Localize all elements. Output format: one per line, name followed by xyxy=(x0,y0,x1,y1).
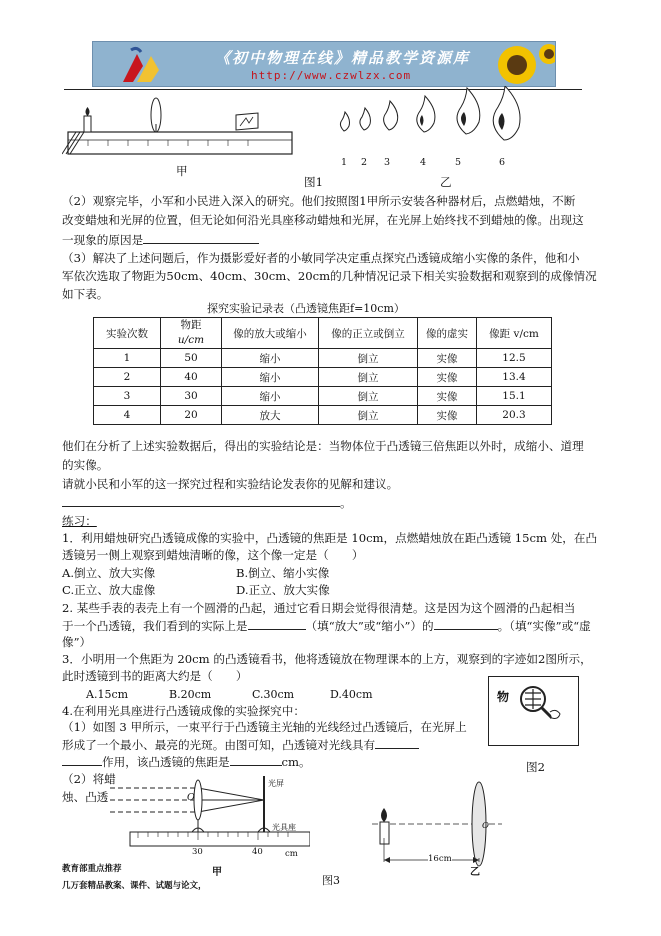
table-cell: 20 xyxy=(161,406,222,425)
q3-line3: 如下表。 xyxy=(62,287,109,301)
q3-option-d[interactable]: D.40cm xyxy=(330,688,373,701)
q3-option-a[interactable]: A.15cm xyxy=(86,688,129,701)
table-cell: 倒立 xyxy=(319,368,418,387)
footer-left: 教育部重点推荐 xyxy=(62,864,122,874)
table-cell: 倒立 xyxy=(319,349,418,368)
q2-line2: 改变蜡烛和光屏的位置，但无论如何沿光具座移动蜡烛和光屏，在光屏上始终找不到蜡烛的像。出现这 xyxy=(62,213,584,227)
table-cell: 15.1 xyxy=(477,387,552,406)
table-cell: 缩小 xyxy=(222,349,319,368)
table-cell: 50 xyxy=(161,349,222,368)
conclusion-answer-blank[interactable] xyxy=(62,494,340,507)
flame-number-5: 5 xyxy=(455,157,462,168)
conclusion-line1: 他们在分析了上述实验数据后，得出的实验结论是：当物体位于凸透镜三倍焦距以外时，成缩小、道理 xyxy=(62,439,584,453)
table-header-cell: 物距 u/cm xyxy=(161,318,222,349)
practice-q4-line1: 4.在利用光具座进行凸透镜成像的实验探究中： xyxy=(62,704,305,718)
figure3-label-jia: 甲 xyxy=(212,867,222,878)
sunflower-icon xyxy=(477,42,556,87)
practice-q4-line3: 形成了一个最小、最亮的光斑。由图可知，凸透镜对光线具有 xyxy=(62,736,419,754)
table-cell: 缩小 xyxy=(222,387,319,406)
table-header-row xyxy=(94,318,552,349)
q2-blank-2[interactable] xyxy=(434,617,498,630)
table-cell: 2 xyxy=(94,368,161,387)
table-cell: 40 xyxy=(161,368,222,387)
figure3-caption: 图3 xyxy=(322,874,340,887)
table-cell: 实像 xyxy=(418,349,477,368)
table-cell: 实像 xyxy=(418,387,477,406)
q2-answer-blank[interactable] xyxy=(143,231,259,244)
practice-q2-line1: 2. 某些手表的表壳上有一个圆滑的凸起，通过它看日期会觉得很清楚。这是因为这个圆滑的凸起相当 xyxy=(62,601,576,615)
q3-option-c[interactable]: C.30cm xyxy=(252,688,295,701)
logo-icon xyxy=(93,42,213,87)
banner-url: http://www.czwlzx.com xyxy=(251,69,412,82)
figure2-frame xyxy=(488,676,579,746)
practice-q2-line2: 于一个凸透镜，我们看到的实际上是 （填“放大”或“缩小”）的 。（填“实像”或“虚 xyxy=(62,619,591,633)
q2-line1: （2）观察完毕，小军和小民进入深入的研究。他们按照图1甲所示安装各种器材后，点燃蜡烛，不断 xyxy=(62,194,576,208)
table-cell: 实像 xyxy=(418,406,477,425)
banner-title: 《初中物理在线》精品教学资源库 xyxy=(215,49,471,67)
magnifier-icon xyxy=(509,679,575,729)
figure3-distance: 16cm xyxy=(428,854,452,864)
practice-q2-line3: 像”） xyxy=(62,635,92,649)
table-row xyxy=(94,387,552,406)
header-banner xyxy=(92,41,556,87)
figure1-flames xyxy=(326,86,526,162)
table-cell: 倒立 xyxy=(319,406,418,425)
table-header-cell: 像的虚实 xyxy=(418,318,477,349)
figure3-label-O: O xyxy=(187,792,195,803)
practice-heading: 练习： xyxy=(62,514,97,528)
figure3-label-yi: 乙 xyxy=(470,867,480,878)
practice-q1-line2: 透镜另一侧上观察到蜡烛清晰的像，这个像一定是（ ） xyxy=(62,548,364,562)
q3-line2: 军依次选取了物距为50cm、40cm、30cm、20cm的几种情况记录下相关实验数据和观察到的成像情况 xyxy=(62,269,597,283)
q1-option-c[interactable]: C.正立、放大虚像 xyxy=(62,583,156,597)
q4-blank-2[interactable] xyxy=(62,753,102,766)
table-cell: 缩小 xyxy=(222,368,319,387)
conclusion-line2: 的实像。 xyxy=(62,458,109,472)
flame-number-4: 4 xyxy=(420,157,427,168)
table-cell: 实像 xyxy=(418,368,477,387)
table-cell: 倒立 xyxy=(319,387,418,406)
figure3-label-bench: 光具座 xyxy=(272,823,296,832)
q1-option-d[interactable]: D.正立、放大实像 xyxy=(236,583,330,597)
figure1-caption: 图1 xyxy=(304,175,323,189)
q1-option-a[interactable]: A.倒立、放大实像 xyxy=(62,566,156,580)
figure2-caption: 图2 xyxy=(526,760,545,774)
practice-q4-2a: （2）将蜡 xyxy=(62,772,116,786)
table-row xyxy=(94,368,552,387)
table-cell: 4 xyxy=(94,406,161,425)
flame-number-2: 2 xyxy=(361,157,368,168)
practice-q1-line1: 1．利用蜡烛研究凸透镜成像的实验中，凸透镜的焦距是 10cm，点燃蜡烛放在距凸透镜 15cm 处，在凸 xyxy=(62,531,598,545)
table-header-cell: 像的正立或倒立 xyxy=(319,318,418,349)
table-cell: 13.4 xyxy=(477,368,552,387)
figure1-label-yi: 乙 xyxy=(440,175,452,189)
practice-q3-line2: 此时透镜到书的距离大约是（ ） xyxy=(62,669,248,683)
figure3-tick-30: 30 xyxy=(192,847,203,857)
table-title: 探究实验记录表（凸透镜焦距f=10cm） xyxy=(207,302,405,315)
table-cell: 放大 xyxy=(222,406,319,425)
experiment-table xyxy=(93,317,552,425)
conclusion-line3: 请就小民和小军的这一探究过程和实验结论发表你的见解和建议。 xyxy=(62,477,399,491)
footer-line2: 几万套精品教案、课件、试题与论文， xyxy=(62,881,207,891)
figure3-unit: cm xyxy=(285,849,298,859)
table-cell: 1 xyxy=(94,349,161,368)
flame-number-6: 6 xyxy=(499,157,506,168)
table-header-cell: 像距 v/cm xyxy=(477,318,552,349)
figure1-optical-bench xyxy=(62,93,298,165)
practice-q4-2b: 烛、凸透 xyxy=(62,790,109,804)
table-cell: 20.3 xyxy=(477,406,552,425)
q1-option-b[interactable]: B.倒立、缩小实像 xyxy=(236,566,330,580)
table-row xyxy=(94,349,552,368)
figure3-label-screen: 光屏 xyxy=(268,779,284,788)
flame-number-3: 3 xyxy=(384,157,391,168)
table-header-cell: 实验次数 xyxy=(94,318,161,349)
q2-blank-1[interactable] xyxy=(248,617,306,630)
q4-blank-3[interactable] xyxy=(230,753,282,766)
q2-line3: 一现象的原因是 xyxy=(62,231,259,249)
table-row xyxy=(94,406,552,425)
q4-blank-1[interactable] xyxy=(375,736,419,749)
figure1-label-jia: 甲 xyxy=(176,164,188,178)
q3-option-b[interactable]: B.20cm xyxy=(169,688,212,701)
table-cell: 3 xyxy=(94,387,161,406)
flame-number-1: 1 xyxy=(341,157,348,168)
practice-q4-line4: 作用，该凸透镜的焦距是 cm。 xyxy=(62,753,311,771)
practice-q4-line2: （1）如图 3 甲所示，一束平行于凸透镜主光轴的光线经过凸透镜后，在光屏上 xyxy=(62,720,467,734)
practice-q3-line1: 3．小明用一个焦距为 20cm 的凸透镜看书，他将透镜放在物理课本的上方，观察到的字迹如2图所示， xyxy=(62,652,592,666)
figure2-object-label: 物 xyxy=(497,690,510,704)
conclusion-answer-line: 。 xyxy=(62,494,352,512)
table-cell: 30 xyxy=(161,387,222,406)
figure3-tick-40: 40 xyxy=(252,847,263,857)
table-cell: 12.5 xyxy=(477,349,552,368)
table-header-cell: 像的放大或缩小 xyxy=(222,318,319,349)
figure3-label-O2: O xyxy=(482,821,489,831)
q3-line1: （3）解决了上述问题后，作为摄影爱好者的小敏同学决定重点探究凸透镜成缩小实像的条件，他和小 xyxy=(62,251,580,265)
